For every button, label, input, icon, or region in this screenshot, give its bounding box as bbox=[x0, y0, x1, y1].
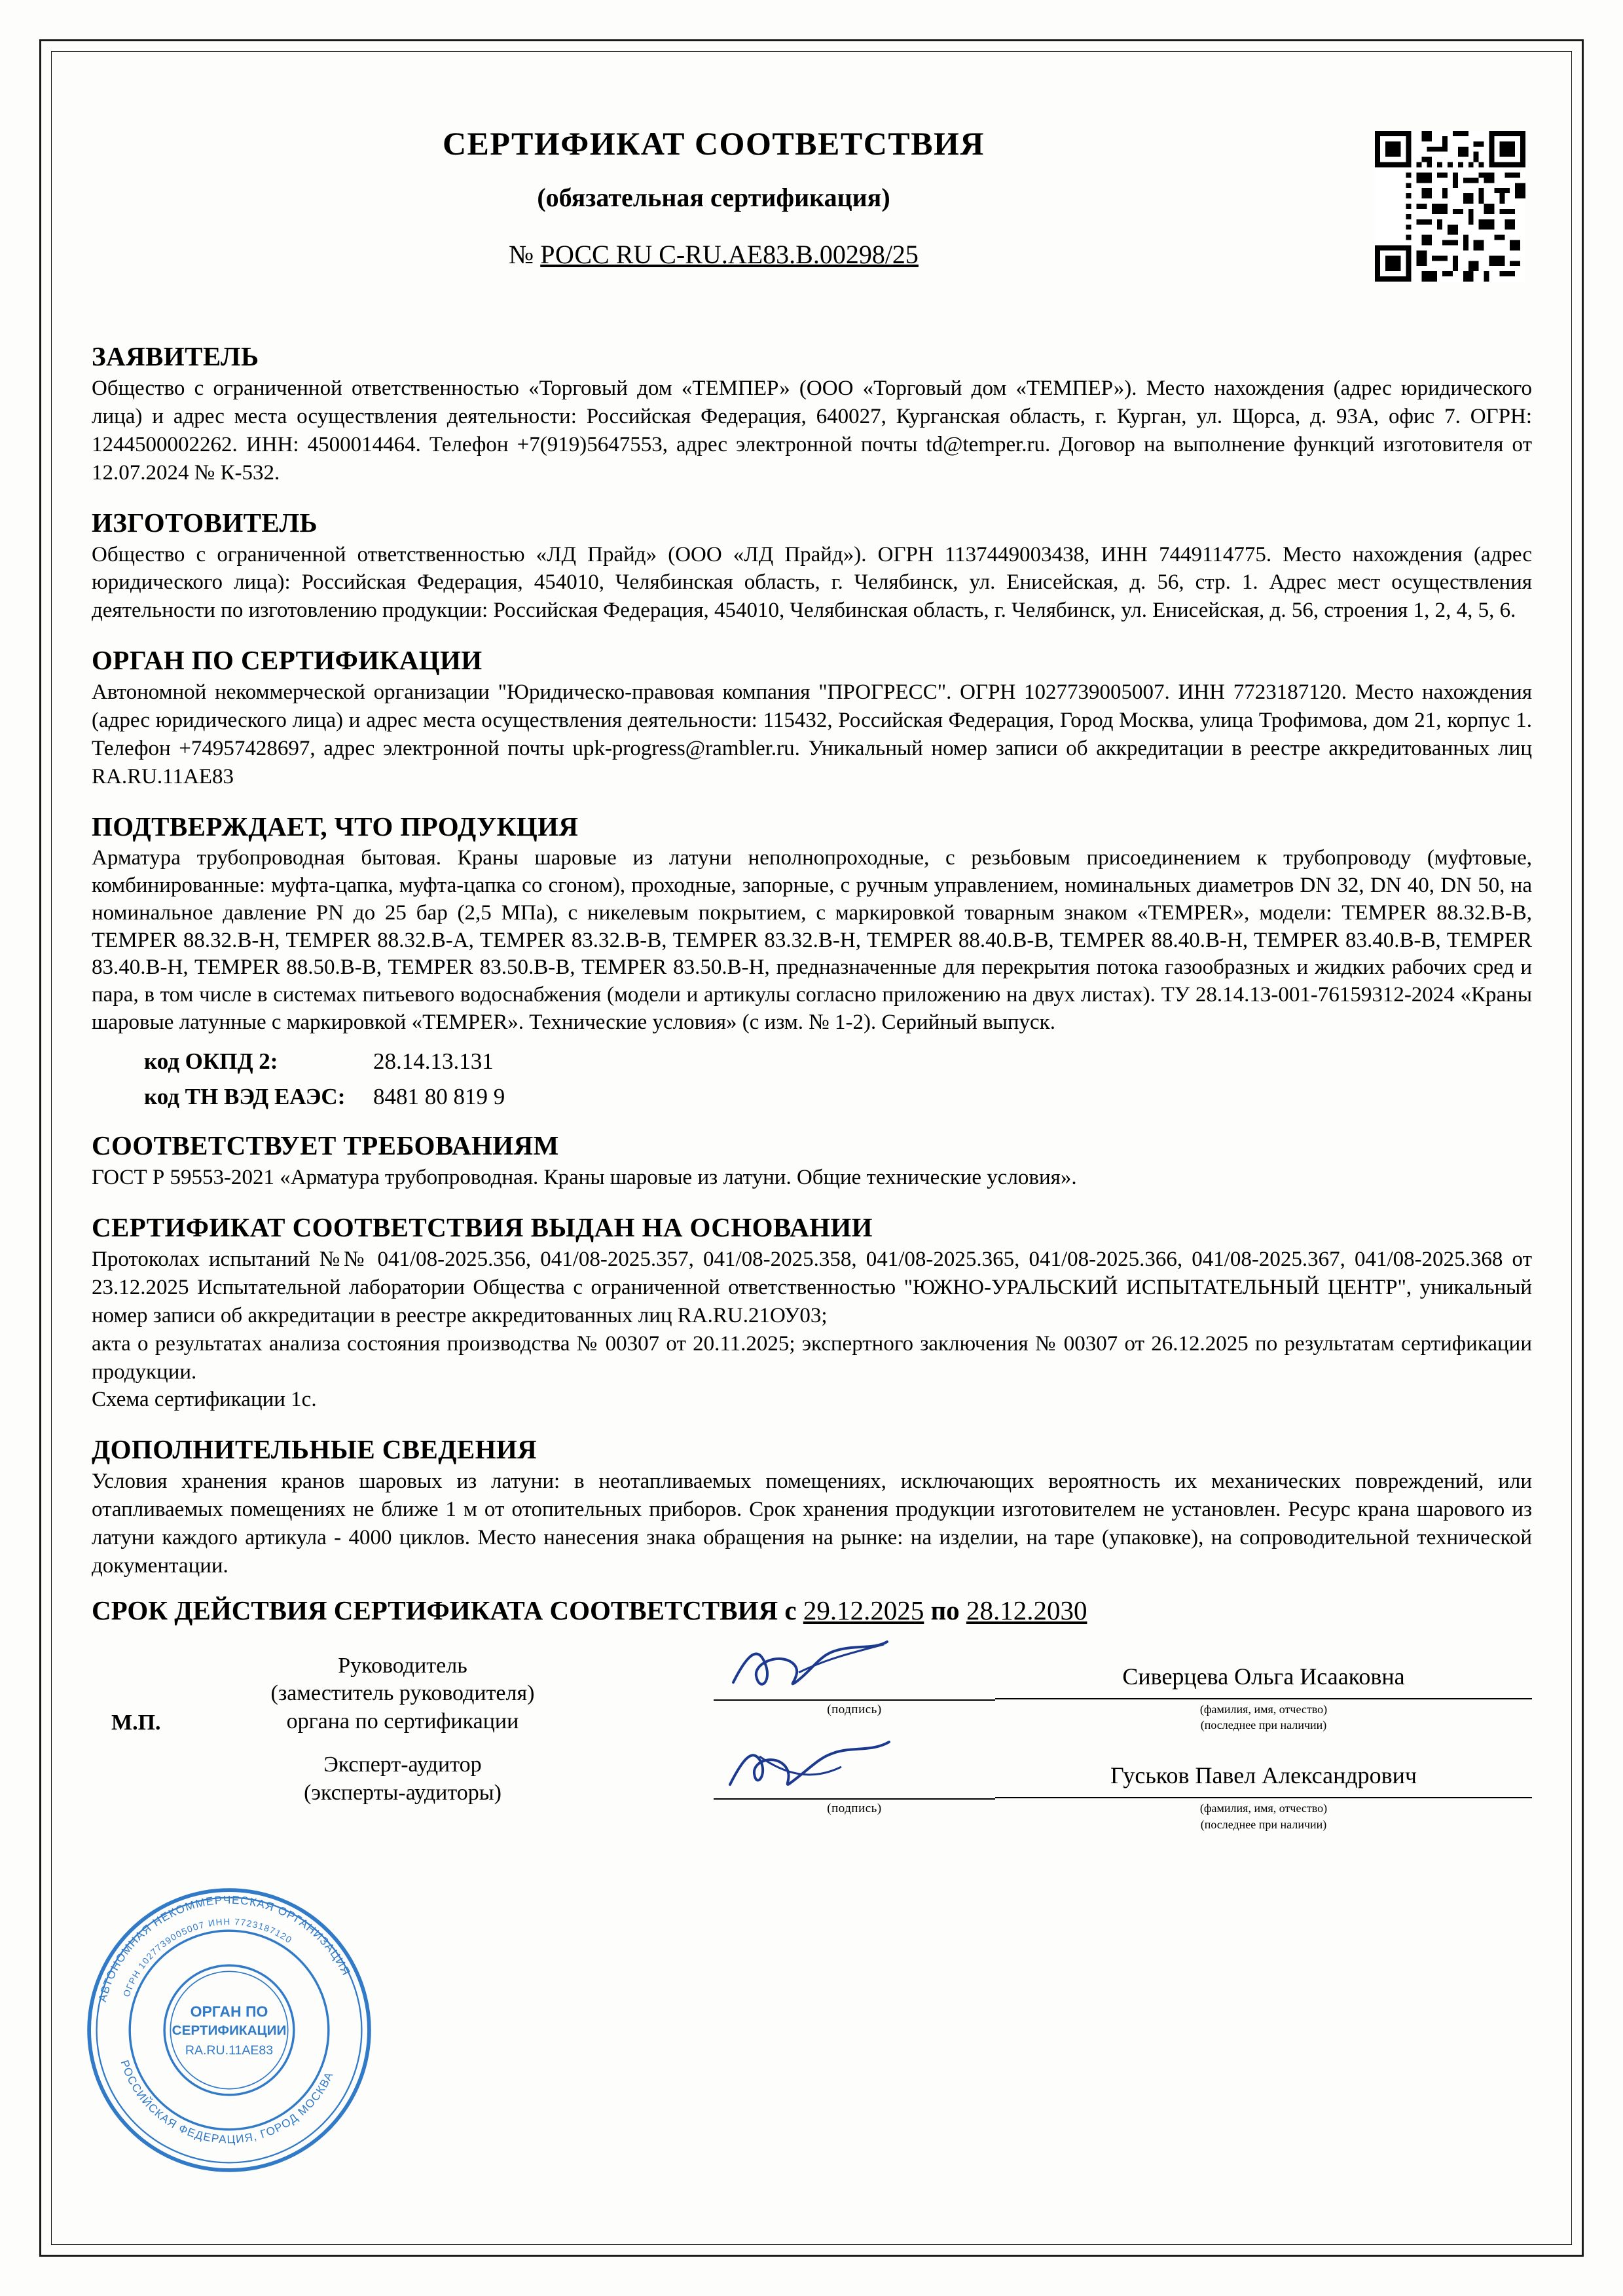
code-label: код ТН ВЭД ЕАЭС: bbox=[144, 1084, 346, 1110]
manufacturer-heading: ИЗГОТОВИТЕЛЬ bbox=[92, 507, 318, 538]
code-row bbox=[92, 1048, 1532, 1075]
certification-body-text: Автономной некоммерческой организации "Юридическо-правовая компания "ПРОГРЕСС". ОГРН 1027739005007. ИНН 7723187120. Место нахождения (адрес юридического лица) и адрес места осуществления деятельности: 115432, Российская Федерация, Город Москва, улица Трофимова, дом 21, корпус 1. Телефон +74957428697, адрес электронной почты upk-progress@rambler.ru. Уникальный номер записи об аккредитации в реестре аккредитованных лиц RA.RU.11AE83 bbox=[92, 680, 1532, 788]
number-prefix: № bbox=[509, 240, 534, 269]
section-applicant bbox=[92, 341, 1532, 487]
page-title: СЕРТИФИКАТ СООТВЕТСТВИЯ bbox=[442, 125, 985, 162]
stamp-outer-text-top: АВТОНОМНАЯ НЕКОММЕРЧЕСКАЯ ОРГАНИЗАЦИЯ bbox=[95, 1893, 354, 2003]
section-product bbox=[92, 811, 1532, 1037]
signatory-name-caption bbox=[995, 1701, 1532, 1733]
header-titles bbox=[92, 124, 1532, 270]
certificate-content bbox=[92, 111, 1532, 1844]
validity-to-date: 28.12.2030 bbox=[966, 1595, 1087, 1625]
code-row bbox=[92, 1084, 1532, 1110]
certificate-number bbox=[92, 239, 1336, 270]
section-additional bbox=[92, 1434, 1532, 1580]
signatory-role bbox=[92, 1747, 714, 1807]
signature-line bbox=[714, 1747, 995, 1800]
applicant-text: Общество с ограниченной ответственностью «Торговый дом «ТЕМПЕР» (ООО «Торговый дом «ТЕМПЕР»). Место нахождения (адрес юридического лица) и адрес места осуществления деятельности: Российская Федерация, 640027, Курганская область, г. Курган, ул. Щорса, д. 93А, офис 7. ОГРН: 1244500002262. ИНН: 4500014464. Телефон +7(919)5647553, адрес электронной почты td@temper.ru. Договор на выполнение функций изготовителя от 12.07.2024 № К-532. bbox=[92, 377, 1532, 485]
name-caption-line-2: (последнее при наличии) bbox=[1200, 1718, 1327, 1732]
section-basis bbox=[92, 1212, 1532, 1414]
code-label: код ОКПД 2: bbox=[144, 1048, 278, 1075]
signatory-name: Гуськов Павел Александрович bbox=[995, 1747, 1532, 1798]
stamp-place-label: М.П. bbox=[111, 1711, 161, 1735]
section-conformity bbox=[92, 1130, 1532, 1192]
name-caption-line-1: (фамилия, имя, отчество) bbox=[1199, 1802, 1328, 1815]
signature-row bbox=[92, 1648, 1532, 1736]
additional-heading: ДОПОЛНИТЕЛЬНЫЕ СВЕДЕНИЯ bbox=[92, 1434, 538, 1465]
stamp-ogrn: ОГРН 1027739005007 ИНН 7723187120 bbox=[121, 1916, 295, 1999]
signature-field bbox=[714, 1747, 995, 1816]
validity-from-date: 29.12.2025 bbox=[803, 1595, 924, 1625]
signature-block bbox=[92, 1648, 1532, 1832]
signature-line bbox=[714, 1648, 995, 1701]
validity-from-label: с bbox=[784, 1595, 797, 1625]
signatory-role-line-1: Руководитель bbox=[338, 1653, 467, 1678]
validity-to-label: по bbox=[930, 1595, 960, 1625]
additional-text: Условия хранения кранов шаровых из латуни: в неотапливаемых помещениях, исключающих вероятность их механических повреждений, или отапливаемых помещениях не ближе 1 м от отопительных приборов. Срок хранения продукции изготовителем не установлен. Ресурс крана шарового из латуни каждого артикула - 4000 циклов. Место нанесения знака обращения на рынке: на изделии, на таре (упаковке), на сопроводительной технической документации. bbox=[92, 1470, 1532, 1578]
validity-line bbox=[92, 1595, 1532, 1626]
basis-paragraph-1: Протоколах испытаний №№ 041/08-2025.356, 041/08-2025.357, 041/08-2025.358, 041/08-2025.365, 041/08-2025.366, 041/08-2025.367, 041/08-2025.368 от 23.12.2025 Испытательной лаборатории Общества с ограниченной ответственностью "ЮЖНО-УРАЛЬСКИЙ ИСПЫТАТЕЛЬНЫЙ ЦЕНТР", уникальный номер записи об аккредитации в реестре аккредитованных лиц RA.RU.21ОУ03; bbox=[92, 1248, 1532, 1327]
basis-heading: СЕРТИФИКАТ СООТВЕТСТВИЯ ВЫДАН НА ОСНОВАНИИ bbox=[92, 1212, 873, 1243]
number-value: РОСС RU C-RU.AE83.B.00298/25 bbox=[540, 240, 919, 269]
conformity-heading: СООТВЕТСТВУЕТ ТРЕБОВАНИЯМ bbox=[92, 1130, 559, 1161]
signatory-name: Сиверцева Ольга Исааковна bbox=[995, 1648, 1532, 1699]
signature-caption: (подпись) bbox=[827, 1802, 882, 1816]
signatory-role-line-1: Эксперт-аудитор bbox=[323, 1752, 482, 1777]
stamp-inner-line-3: RA.RU.11AE83 bbox=[185, 2043, 274, 2058]
signatory-role-line-3: органа по сертификации bbox=[286, 1709, 519, 1733]
code-value: 8481 80 819 9 bbox=[373, 1084, 505, 1110]
name-caption-line-2: (последнее при наличии) bbox=[1200, 1817, 1327, 1831]
signatory-role bbox=[92, 1648, 714, 1736]
signatory-role-line-2: (эксперты-аудиторы) bbox=[304, 1780, 501, 1805]
product-text: Арматура трубопроводная бытовая. Краны шаровые из латуни неполнопроходные, с резьбовым присоединением к трубопроводу (муфтовые, комбинированные: муфта-цапка, муфта-цапка со сгоном), проходные, запорные, с ручным управлением, номинальных диаметров DN 32, DN 40, DN 50, на номинальное давление PN до 25 бар (2,5 МПа), с никелевым покрытием, с маркировкой товарным знаком «TEMPER», модели: TEMPER 88.32.B-B, TEMPER 88.32.B-H, TEMPER 88.32.B-A, TEMPER 83.32.B-B, TEMPER 83.32.B-H, TEMPER 88.40.B-B, TEMPER 88.40.B-H, TEMPER 83.40.B-B, TEMPER 83.40.B-H, TEMPER 88.50.B-B, TEMPER 83.50.B-B, TEMPER 83.50.B-H, предназначенные для перекрытия потока газообразных и жидких рабочих сред и пара, в том числе в системах питьевого водоснабжения (модели и артикулы согласно приложению на двух листах). ТУ 28.14.13-001-76159312-2024 «Краны шаровые латунные с маркировкой «TEMPER». Технические условия» (с изм. № 1-2). Серийный выпуск. bbox=[92, 845, 1532, 1035]
product-heading: ПОДТВЕРЖДАЕТ, ЧТО ПРОДУКЦИЯ bbox=[92, 811, 579, 842]
certificate-header bbox=[92, 124, 1532, 321]
applicant-heading: ЗАЯВИТЕЛЬ bbox=[92, 341, 259, 371]
code-value: 28.14.13.131 bbox=[373, 1048, 494, 1075]
signature-caption: (подпись) bbox=[827, 1702, 882, 1716]
qr-code-icon bbox=[1375, 131, 1525, 282]
signatory-name-caption bbox=[995, 1800, 1532, 1832]
signatory-name-field bbox=[995, 1747, 1532, 1832]
section-certification-body bbox=[92, 644, 1532, 791]
signatory-name-field bbox=[995, 1648, 1532, 1733]
validity-label: СРОК ДЕЙСТВИЯ СЕРТИФИКАТА СООТВЕТСТВИЯ bbox=[92, 1595, 778, 1625]
manufacturer-text: Общество с ограниченной ответственностью «ЛД Прайд» (ООО «ЛД Прайд»). ОГРН 1137449003438, ИНН 7449114775. Место нахождения (адрес юридического лица): Российская Федерация, 454010, Челябинская область, г. Челябинск, ул. Енисейская, д. 56, стр. 1. Адрес мест осуществления деятельности по изготовлению продукции: Российская Федерация, 454010, Челябинская область, г. Челябинск, ул. Енисейская, д. 56, строения 1, 2, 4, 5, 6. bbox=[92, 542, 1532, 623]
stamp-inner-line-2: СЕРТИФИКАЦИИ bbox=[172, 2022, 287, 2038]
section-manufacturer bbox=[92, 507, 1532, 625]
signatory-role-line-2: (заместитель руководителя) bbox=[270, 1681, 535, 1706]
basis-paragraph-3: Схема сертификации 1с. bbox=[92, 1388, 317, 1412]
name-caption-line-1: (фамилия, имя, отчество) bbox=[1199, 1702, 1328, 1716]
basis-paragraph-2: акта о результатах анализа состояния производства № 00307 от 20.11.2025; экспертного заключения № 00307 от 26.12.2025 по результатам сертификации продукции. bbox=[92, 1331, 1532, 1384]
page-subtitle: (обязательная сертификация) bbox=[537, 183, 890, 212]
handwritten-signature-1 bbox=[720, 1637, 903, 1702]
handwritten-signature-2 bbox=[720, 1735, 903, 1801]
product-codes bbox=[92, 1048, 1532, 1110]
certification-body-heading: ОРГАН ПО СЕРТИФИКАЦИИ bbox=[92, 645, 483, 676]
conformity-text: ГОСТ Р 59553-2021 «Арматура трубопроводная. Краны шаровые из латуни. Общие технические условия». bbox=[92, 1166, 1077, 1190]
signature-field bbox=[714, 1648, 995, 1717]
signature-row bbox=[92, 1747, 1532, 1832]
stamp-inner-line-1: ОРГАН ПО bbox=[190, 2003, 268, 2020]
stamp-outer-text-bottom: РОССИЙСКАЯ ФЕДЕРАЦИЯ, ГОРОД МОСКВА bbox=[118, 2058, 336, 2146]
